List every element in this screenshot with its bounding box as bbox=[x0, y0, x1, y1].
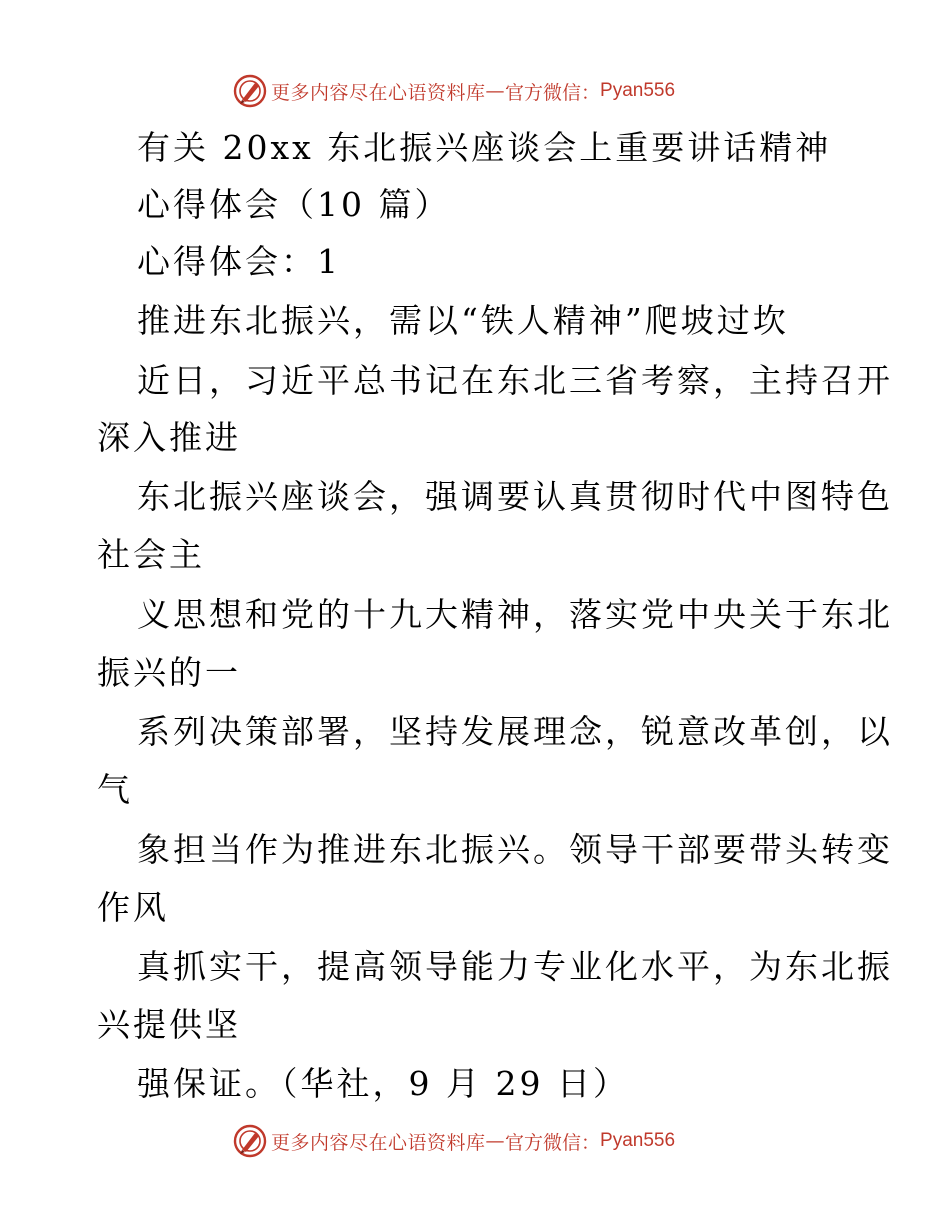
watermark-text: 更多内容尽在心语资料库 bbox=[271, 1131, 486, 1154]
watermark-official-label: 官方微信： bbox=[505, 81, 601, 104]
watermark-wechat-id: Pyan556 bbox=[600, 1130, 676, 1151]
watermark-official-label: 官方微信： bbox=[505, 1131, 601, 1154]
body-line: 近日，习近平总书记在东北三省考察，主持召开 bbox=[137, 361, 893, 400]
body-line: 振兴的一 bbox=[97, 653, 241, 692]
body-line: 强保证。（华社，9 月 29 日） bbox=[137, 1064, 629, 1103]
pen-logo-icon bbox=[233, 74, 267, 108]
pen-logo-icon bbox=[233, 1124, 267, 1158]
body-line: 社会主 bbox=[97, 535, 205, 574]
body-line: 真抓实干，提高领导能力专业化水平，为东北振 bbox=[137, 947, 893, 986]
body-line: 义思想和党的十九大精神，落实党中央关于东北 bbox=[137, 595, 893, 634]
body-line: 象担当作为推进东北振兴。领导干部要带头转变 bbox=[137, 830, 893, 869]
title-line-2: 心得体会（10 篇） bbox=[137, 185, 451, 224]
body-line: 深入推进 bbox=[97, 418, 241, 457]
watermark-text: 更多内容尽在心语资料库 bbox=[271, 81, 486, 104]
watermark-separator: — bbox=[485, 80, 506, 102]
watermark-separator: — bbox=[485, 1130, 506, 1152]
section-heading: 心得体会：1 bbox=[137, 242, 341, 281]
body-line: 系列决策部署，坚持发展理念，锐意改革创，以 bbox=[137, 712, 893, 751]
watermark-wechat-id: Pyan556 bbox=[600, 80, 676, 101]
body-line: 兴提供坚 bbox=[97, 1005, 241, 1044]
body-line: 作风 bbox=[97, 888, 169, 927]
watermark-banner-bottom bbox=[233, 1124, 675, 1158]
watermark-banner-top bbox=[233, 74, 675, 108]
title-line-1: 有关 20xx 东北振兴座谈会上重要讲话精神 bbox=[137, 128, 832, 167]
article-headline: 推进东北振兴，需以“铁人精神”爬坡过坎 bbox=[137, 301, 789, 340]
body-line: 东北振兴座谈会，强调要认真贯彻时代中图特色 bbox=[137, 477, 893, 516]
body-line: 气 bbox=[97, 770, 133, 809]
